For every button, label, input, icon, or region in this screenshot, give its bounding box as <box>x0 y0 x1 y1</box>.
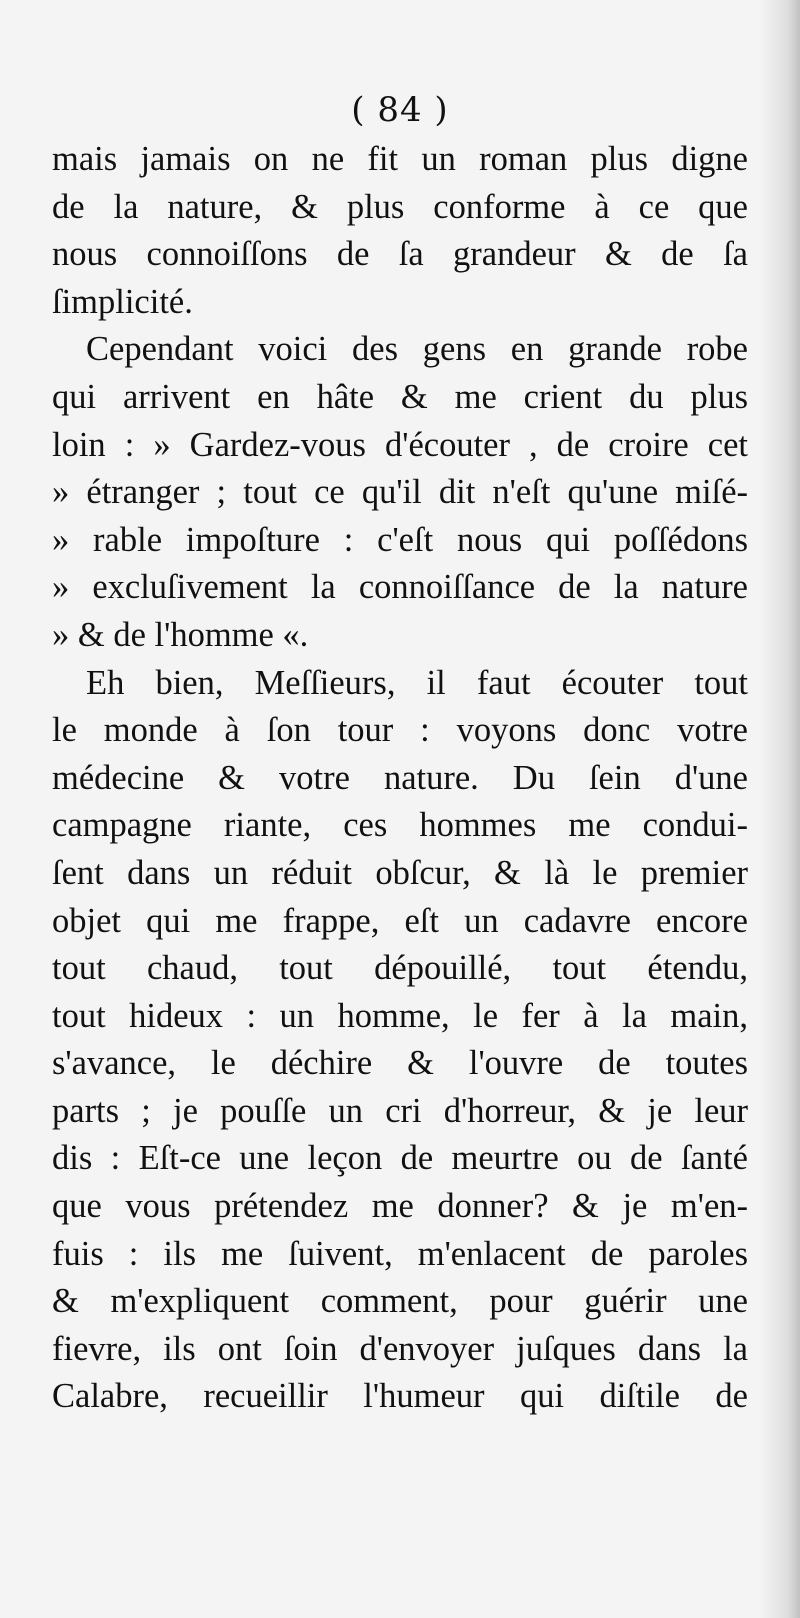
text-line: que vous prétendez me donner? & je m'en- <box>52 1187 748 1226</box>
text-line: mais jamais on ne fit un roman plus digne <box>52 140 748 178</box>
text-line: loin : » Gardez-vous d'écouter , de croire cet <box>52 425 748 464</box>
text-line: » excluſivement la connoiſſance de la nature <box>52 568 748 607</box>
text-line: objet qui me frappe, eſt un cadavre encore <box>52 901 748 940</box>
text-line: médecine & votre nature. Du ſein d'une <box>52 758 748 797</box>
text-line: nous connoiſſons de ſa grandeur & de ſa <box>52 235 748 274</box>
body-text <box>52 136 748 1421</box>
page-number: ( 84 ) <box>351 90 449 130</box>
text-line: ſimplicité. <box>52 282 193 321</box>
text-line: parts ; je pouſſe un cri d'horreur, & je leur <box>52 1091 748 1130</box>
text-line: tout hideux : un homme, le fer à la main, <box>52 996 748 1035</box>
text-line: » étranger ; tout ce qu'il dit n'eſt qu'une miſé- <box>52 473 748 512</box>
text-line: le monde à ſon tour : voyons donc votre <box>52 711 748 750</box>
text-line: s'avance, le déchire & l'ouvre de toutes <box>52 1044 748 1083</box>
text-line: Eh bien, Meſſieurs, il faut écouter tout <box>86 663 748 702</box>
text-line: » & de l'homme «. <box>52 615 309 654</box>
page-edge-shadow <box>760 0 800 1618</box>
text-line: fuis : ils me ſuivent, m'enlacent de paroles <box>52 1234 748 1273</box>
text-line: fievre, ils ont ſoin d'envoyer juſques dans la <box>52 1329 748 1368</box>
text-line: & m'expliquent comment, pour guérir une <box>52 1282 748 1321</box>
text-line: de la nature, & plus conforme à ce que <box>52 187 748 226</box>
text-line: » rable impoſture : c'eſt nous qui poſſédons <box>52 520 748 559</box>
text-line: tout chaud, tout dépouillé, tout étendu, <box>52 949 748 988</box>
text-line: ſent dans un réduit obſcur, & là le premier <box>52 853 748 892</box>
text-line: dis : Eſt-ce une leçon de meurtre ou de ſanté <box>52 1139 748 1178</box>
text-line: Cependant voici des gens en grande robe <box>86 330 748 369</box>
text-line: campagne riante, ces hommes me condui- <box>52 806 748 845</box>
text-line: Calabre, recueillir l'humeur qui diſtile de <box>52 1377 748 1416</box>
text-line: qui arrivent en hâte & me crient du plus <box>52 377 748 416</box>
